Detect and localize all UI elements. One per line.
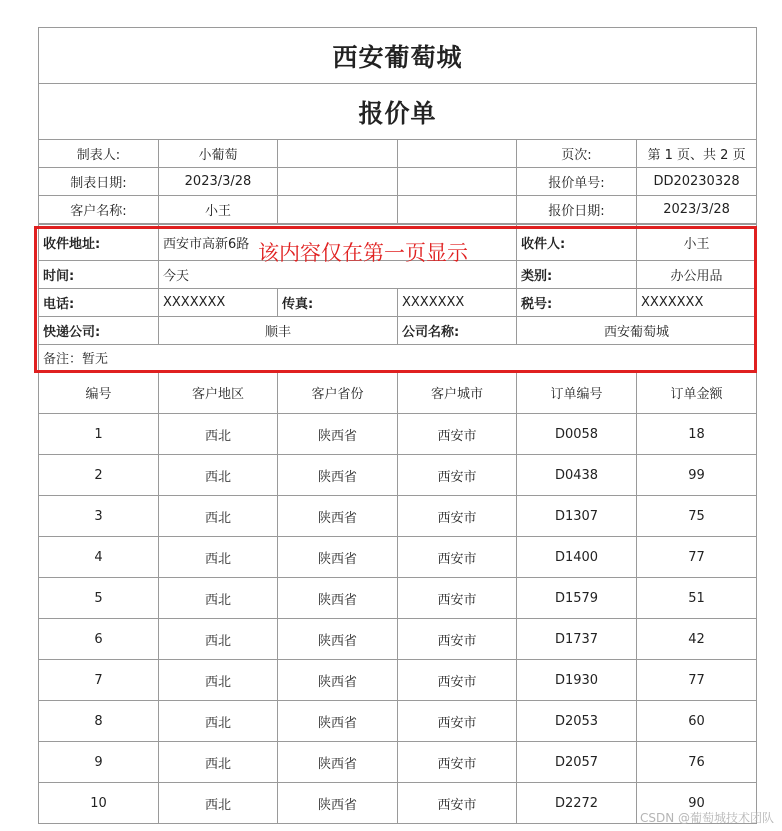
table-cell: 西安市 [398, 414, 517, 455]
table-cell: 10 [39, 783, 159, 824]
company-name-value: 西安葡萄城 [517, 317, 757, 345]
info-row [39, 317, 757, 345]
first-page-annotation: 该内容仅在第一页显示 [258, 241, 468, 265]
fax-label: 传真: [278, 289, 398, 317]
table-cell: 西北 [159, 578, 278, 619]
table-row [39, 660, 757, 701]
company-row [39, 28, 757, 84]
table-cell: 5 [39, 578, 159, 619]
meta-value: 第 1 页、共 2 页 [637, 140, 757, 168]
table-cell: 陕西省 [278, 619, 398, 660]
meta-row [39, 140, 757, 168]
doc-title-row [39, 84, 757, 140]
tax-label: 税号: [517, 289, 637, 317]
table-cell: D0058 [517, 414, 637, 455]
meta-value: 2023/3/28 [159, 168, 278, 196]
table-cell: 西安市 [398, 742, 517, 783]
note-row [39, 345, 757, 371]
table-row [39, 496, 757, 537]
table-row [39, 537, 757, 578]
column-header: 客户省份 [278, 372, 398, 414]
table-row [39, 578, 757, 619]
table-cell: 西安市 [398, 783, 517, 824]
category-label: 类别: [517, 261, 637, 289]
recipient-value: 小王 [637, 225, 757, 261]
table-cell: 西安市 [398, 619, 517, 660]
table-cell: 76 [637, 742, 757, 783]
table-cell: D2053 [517, 701, 637, 742]
table-row [39, 742, 757, 783]
table-cell: D1579 [517, 578, 637, 619]
table-cell: 西安市 [398, 578, 517, 619]
meta-label: 报价日期: [517, 196, 637, 224]
table-cell: 陕西省 [278, 537, 398, 578]
courier-value: 顺丰 [159, 317, 398, 345]
column-header: 客户城市 [398, 372, 517, 414]
column-header: 客户地区 [159, 372, 278, 414]
watermark: CSDN @葡萄城技术团队 [639, 811, 774, 825]
meta-label: 页次: [517, 140, 637, 168]
table-cell: 陕西省 [278, 496, 398, 537]
table-cell: 西北 [159, 742, 278, 783]
table-cell: 西安市 [398, 496, 517, 537]
table-cell: D2057 [517, 742, 637, 783]
table-cell: 陕西省 [278, 701, 398, 742]
table-cell: 陕西省 [278, 414, 398, 455]
table-cell: 77 [637, 537, 757, 578]
table-cell: D1930 [517, 660, 637, 701]
company-title: 西安葡萄城 [39, 28, 757, 84]
phone-value: XXXXXXX [159, 289, 278, 317]
table-cell: 陕西省 [278, 578, 398, 619]
table-cell: 42 [637, 619, 757, 660]
quotation-table [38, 27, 757, 224]
meta-value: 小葡萄 [159, 140, 278, 168]
orders-table [38, 371, 757, 824]
meta-empty [278, 168, 398, 196]
table-cell: 西北 [159, 414, 278, 455]
time-value: 今天 [159, 261, 517, 289]
orders-header-row [39, 372, 757, 414]
meta-empty [278, 196, 398, 224]
meta-label: 制表人: [39, 140, 159, 168]
category-value: 办公用品 [637, 261, 757, 289]
table-cell: 西安市 [398, 701, 517, 742]
meta-empty [278, 140, 398, 168]
table-cell: 90 [637, 783, 757, 824]
table-cell: 西安市 [398, 537, 517, 578]
table-cell: 2 [39, 455, 159, 496]
table-cell: 陕西省 [278, 660, 398, 701]
table-row [39, 701, 757, 742]
table-cell: D2272 [517, 783, 637, 824]
doc-title: 报价单 [39, 84, 757, 140]
table-cell: 9 [39, 742, 159, 783]
table-cell: 西北 [159, 783, 278, 824]
meta-value: DD20230328 [637, 168, 757, 196]
table-cell: 西安市 [398, 660, 517, 701]
table-row [39, 619, 757, 660]
table-row [39, 414, 757, 455]
orders-body [39, 414, 757, 824]
table-cell: 西北 [159, 619, 278, 660]
time-label: 时间: [39, 261, 159, 289]
table-cell: D1400 [517, 537, 637, 578]
column-header: 订单金额 [637, 372, 757, 414]
info-row [39, 289, 757, 317]
column-header: 订单编号 [517, 372, 637, 414]
table-cell: 6 [39, 619, 159, 660]
table-cell: 77 [637, 660, 757, 701]
meta-value: 小王 [159, 196, 278, 224]
courier-label: 快递公司: [39, 317, 159, 345]
meta-row [39, 196, 757, 224]
recipient-label: 收件人: [517, 225, 637, 261]
table-cell: 60 [637, 701, 757, 742]
table-cell: 西北 [159, 455, 278, 496]
table-cell: 99 [637, 455, 757, 496]
table-row [39, 455, 757, 496]
address-label: 收件地址: [39, 225, 159, 261]
meta-value: 2023/3/28 [637, 196, 757, 224]
table-cell: 西北 [159, 660, 278, 701]
table-cell: 陕西省 [278, 783, 398, 824]
table-cell: 1 [39, 414, 159, 455]
table-cell: 18 [637, 414, 757, 455]
address-value: 西安市高新6路 [159, 225, 517, 261]
table-cell: 西安市 [398, 455, 517, 496]
table-cell: 西北 [159, 537, 278, 578]
table-cell: 51 [637, 578, 757, 619]
meta-empty [398, 140, 517, 168]
meta-label: 制表日期: [39, 168, 159, 196]
table-cell: 陕西省 [278, 742, 398, 783]
meta-label: 报价单号: [517, 168, 637, 196]
table-cell: D0438 [517, 455, 637, 496]
table-cell: D1737 [517, 619, 637, 660]
note-text: 备注：暂无 [39, 345, 757, 371]
table-cell: 75 [637, 496, 757, 537]
table-cell: 陕西省 [278, 455, 398, 496]
table-cell: 8 [39, 701, 159, 742]
company-name-label: 公司名称: [398, 317, 517, 345]
meta-empty [398, 168, 517, 196]
table-cell: 7 [39, 660, 159, 701]
quotation-sheet [38, 27, 756, 824]
phone-label: 电话: [39, 289, 159, 317]
meta-label: 客户名称: [39, 196, 159, 224]
table-cell: 3 [39, 496, 159, 537]
column-header: 编号 [39, 372, 159, 414]
table-cell: 西北 [159, 496, 278, 537]
tax-value: XXXXXXX [637, 289, 757, 317]
table-cell: D1307 [517, 496, 637, 537]
table-cell: 4 [39, 537, 159, 578]
meta-row [39, 168, 757, 196]
fax-value: XXXXXXX [398, 289, 517, 317]
table-cell: 西北 [159, 701, 278, 742]
meta-empty [398, 196, 517, 224]
